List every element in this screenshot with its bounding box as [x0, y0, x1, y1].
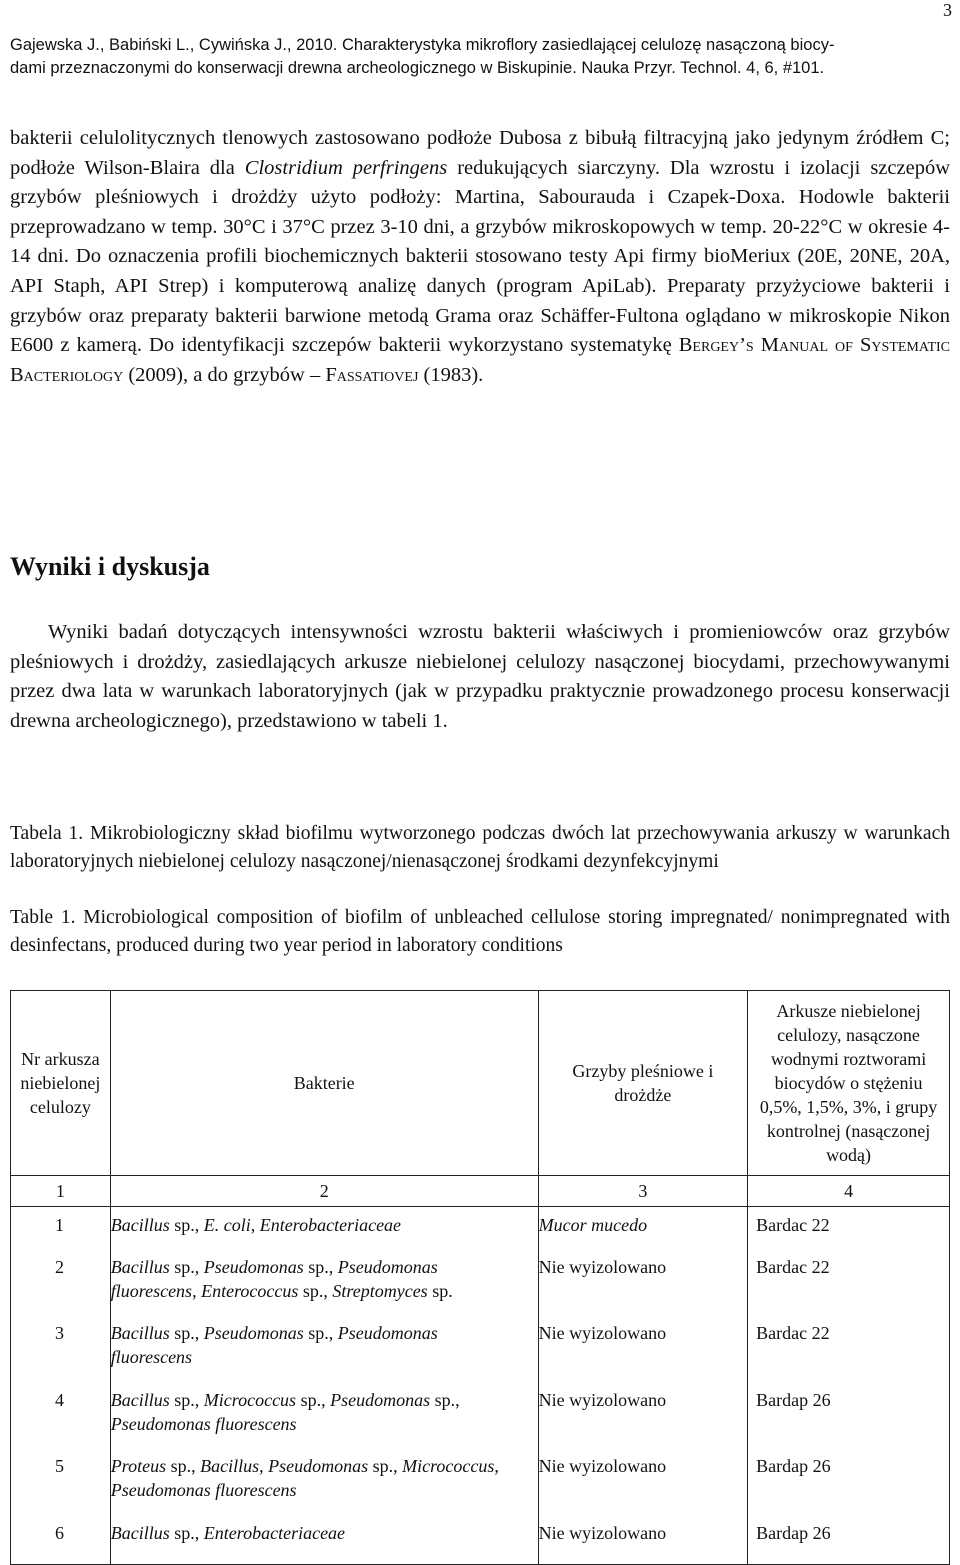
column-number: 2: [110, 1176, 538, 1207]
fungi-value: Nie wyizolowano: [538, 1323, 667, 1343]
column-number: 4: [748, 1176, 950, 1207]
separator-text: sp.,: [169, 1323, 204, 1343]
species-name: E. coli: [203, 1215, 251, 1235]
bacteria-list: [111, 1213, 511, 1237]
cell-biocide: Bardap 26: [748, 1448, 950, 1515]
header-fungi: [538, 991, 747, 1176]
citation-header: [10, 34, 930, 80]
species-name: Micrococcus: [402, 1456, 495, 1476]
species-name: Bacillus: [110, 1323, 170, 1343]
separator-text: sp.,: [169, 1257, 204, 1277]
table-row: [11, 1249, 950, 1315]
column-number-row: [11, 1176, 950, 1207]
cell-sheet-number: 1: [11, 1207, 111, 1250]
methods-paragraph: [10, 124, 950, 390]
cell-bacteria: [110, 1249, 538, 1315]
cell-bacteria: [110, 1315, 538, 1382]
section-title: Wyniki i dyskusja: [10, 552, 210, 581]
species-name: Streptomyces: [332, 1281, 428, 1301]
table-row: [11, 1515, 950, 1565]
separator-text: ,: [494, 1456, 499, 1476]
fungi-value: Mucor mucedo: [538, 1215, 648, 1235]
species-name: Bacillus: [200, 1456, 260, 1476]
fungi-value: Nie wyizolowano: [538, 1456, 667, 1476]
separator-text: sp.: [427, 1281, 453, 1301]
header-fungi-text: Grzyby pleśniowe i drożdże: [572, 1061, 714, 1105]
cell-sheet-number: 2: [11, 1249, 111, 1315]
separator-text: sp.,: [166, 1456, 201, 1476]
species-name: Bacillus: [110, 1257, 170, 1277]
bacteria-list: [111, 1321, 511, 1369]
separator-text: sp.,: [303, 1323, 338, 1343]
table-row: [11, 1315, 950, 1382]
species-name: Pseudomonas fluorescens: [110, 1414, 297, 1434]
fungi-value: Nie wyizolowano: [538, 1523, 667, 1543]
header-sheet-number: [11, 991, 111, 1176]
cell-bacteria: [110, 1207, 538, 1250]
table-row: [11, 1207, 950, 1250]
cell-sheet-number: 4: [11, 1382, 111, 1448]
header-biocides: [748, 991, 950, 1176]
bacteria-list: [111, 1388, 511, 1436]
citation-line-2: dami przeznaczonymi do konserwacji drewna archeologicznego w Biskupinie. Nauka Przyr. Technol. 4, 6, #101.: [10, 59, 825, 77]
separator-text: ,: [192, 1281, 202, 1301]
separator-text: sp.,: [169, 1523, 204, 1543]
cell-fungi: [538, 1448, 747, 1515]
cell-fungi: [538, 1315, 747, 1382]
citation-line-1: Gajewska J., Babiński L., Cywińska J., 2010. Charakterystyka mikroflory zasiedlającej celulozę nasączoną biocy-: [10, 36, 835, 54]
column-number: 1: [11, 1176, 111, 1207]
separator-text: sp.,: [296, 1390, 331, 1410]
reference-fassatiovej: Fassatiovej: [325, 363, 419, 386]
separator-text: ,: [259, 1456, 269, 1476]
species-clostridium: Clostridium perfringens: [244, 156, 448, 179]
cell-biocide: Bardac 22: [748, 1249, 950, 1315]
species-name: Pseudomonas: [203, 1257, 304, 1277]
reference-bergey: Bergey’s Manual of Systematic Bacteriology: [10, 334, 950, 386]
cell-biocide: Bardap 26: [748, 1382, 950, 1448]
cell-bacteria: [110, 1382, 538, 1448]
species-name: Pseudomonas: [330, 1390, 431, 1410]
cell-sheet-number: 6: [11, 1515, 111, 1565]
cell-bacteria: [110, 1448, 538, 1515]
header-bacteria-text: Bakterie: [293, 1073, 355, 1093]
bacteria-list: [111, 1521, 511, 1545]
species-name: Enterobacteriaceae: [203, 1523, 346, 1543]
species-name: Pseudomonas fluorescens: [110, 1480, 297, 1500]
results-paragraph: Wyniki badań dotyczących intensywności wzrostu bakterii właściwych i promieniowców oraz grzybów pleśniowych i drożdży, zasiedlających arkusze niebielonej celulozy nasączonej biocydami, przechowywanymi przez dwa lata w warunkach laboratoryjnych (jak w przypadku praktycznie prowadzonego procesu konserwacji drewna archeologicznego), przedstawiono w tabeli 1.: [10, 621, 950, 732]
methods-text-4: (1983).: [418, 363, 484, 386]
page-number: 3: [943, 0, 952, 20]
bacteria-list: [111, 1454, 511, 1502]
cell-fungi: [538, 1207, 747, 1250]
species-name: Bacillus: [110, 1523, 170, 1543]
species-name: Bacillus: [110, 1215, 170, 1235]
header-sheet-number-text: Nr arkusza niebielonej celulozy: [20, 1049, 101, 1117]
table-header-row: [11, 991, 950, 1176]
species-name: Bacillus: [110, 1390, 170, 1410]
separator-text: sp.,: [303, 1257, 338, 1277]
species-name: Pseudomonas: [203, 1323, 304, 1343]
table-row: [11, 1448, 950, 1515]
header-biocides-text: Arkusze niebielonej celulozy, nasączone wodnymi roztworami biocydów o stężeniu 0,5%, 1,5%, 3%, i grupy kontrolnej (nasączonej wodą): [759, 1001, 938, 1165]
methods-text-1: bakterii celulolitycznych tlenowych zastosowano podłoże Dubosa z bibułą filtracyjną jako jedynym źródłem C; podłoże Wilson-Blaira dla: [10, 127, 950, 179]
bacteria-list: [111, 1255, 511, 1303]
cell-bacteria: [110, 1515, 538, 1565]
cell-biocide: Bardac 22: [748, 1315, 950, 1382]
biofilm-table: [10, 990, 950, 1565]
cell-fungi: [538, 1382, 747, 1448]
table-row: [11, 1382, 950, 1448]
fungi-value: Nie wyizolowano: [538, 1390, 667, 1410]
separator-text: sp.,: [169, 1215, 204, 1235]
table-caption-english: Table 1. Microbiological composition of biofilm of unbleached cellulose storing impregnated/ nonimpregnated with desinfectans, produced during two year period in laboratory conditions: [10, 907, 950, 956]
separator-text: ,: [250, 1215, 260, 1235]
separator-text: sp.,: [430, 1390, 460, 1410]
header-bacteria: [110, 991, 538, 1176]
methods-text-2: redukujących siarczyny. Dla wzrostu i izolacji szczepów grzybów pleśniowych i drożdży użyto podłoży: Martina, Sabourauda i Czapek-Doxa. Hodowle bakterii przeprowadzano w temp. 30°C i 37°C przez 3-10 dni, a grzybów mikroskopowych w temp. 20-22°C w okresie 4-14 dni. Do oznaczenia profili biochemicznych bakterii stosowano testy Api firmy bioMeriux (20E, 20NE, 20A, API Staph, API Strep) i komputerową analizę danych (program ApiLab). Preparaty przyżyciowe bakterii i grzybów oraz preparaty bakterii barwione metodą Grama oraz Schäffer-Fultona oglądano w mikroskopie Nikon E600 z kamerą. Do identyfikacji szczepów bakterii wykorzystano systematykę: [10, 156, 950, 357]
species-name: Pseudomonas: [268, 1456, 369, 1476]
cell-biocide: Bardap 26: [748, 1515, 950, 1565]
separator-text: sp.,: [298, 1281, 333, 1301]
cell-sheet-number: 3: [11, 1315, 111, 1382]
cell-fungi: [538, 1515, 747, 1565]
species-name: Enterobacteriaceae: [259, 1215, 402, 1235]
column-number: 3: [538, 1176, 747, 1207]
cell-sheet-number: 5: [11, 1448, 111, 1515]
cell-fungi: [538, 1249, 747, 1315]
separator-text: sp.,: [368, 1456, 403, 1476]
species-name: Pseudomonas fluorescens: [110, 1257, 438, 1301]
cell-biocide: Bardac 22: [748, 1207, 950, 1250]
species-name: Micrococcus: [203, 1390, 297, 1410]
table-caption-polish: Tabela 1. Mikrobiologiczny skład biofilmu wytworzonego podczas dwóch lat przechowywania arkuszy w warunkach laboratoryjnych niebielonej celulozy nasączonej/nienasączonej środkami dezynfekcyjnymi: [10, 823, 950, 872]
species-name: Proteus: [110, 1456, 167, 1476]
species-name: Enterococcus: [201, 1281, 299, 1301]
fungi-value: Nie wyizolowano: [538, 1257, 667, 1277]
separator-text: sp.,: [169, 1390, 204, 1410]
methods-text-3: (2009), a do grzybów –: [123, 363, 326, 386]
species-name: Pseudomonas fluorescens: [110, 1323, 438, 1367]
